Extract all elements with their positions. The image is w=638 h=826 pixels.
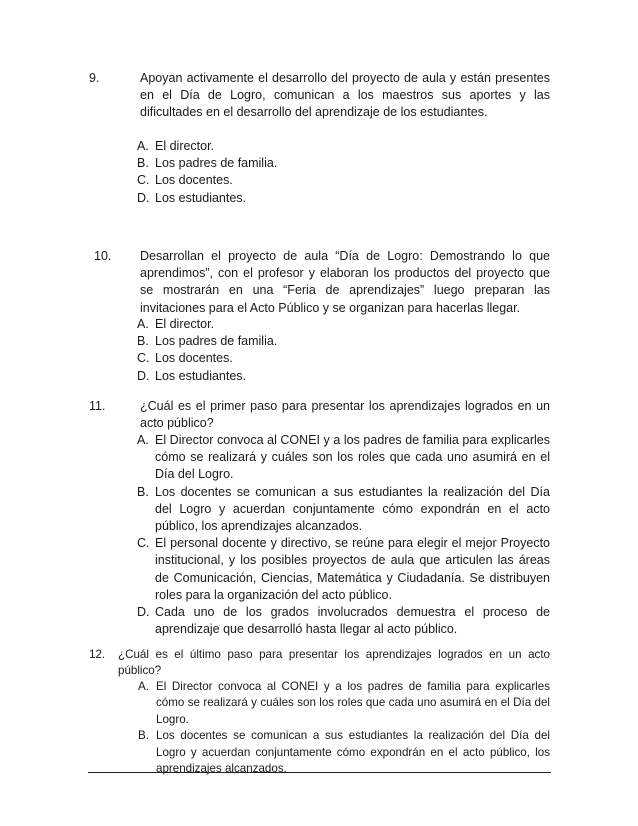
option-b bbox=[137, 484, 550, 536]
option-c bbox=[137, 172, 550, 189]
option-d bbox=[137, 190, 550, 207]
option-letter: A. bbox=[137, 317, 149, 331]
option-text: Los estudiantes. bbox=[155, 190, 247, 205]
question-stem: ¿Cuál es el último paso para presentar los aprendizajes logrados en un acto público? bbox=[118, 648, 550, 678]
option-a bbox=[137, 432, 550, 484]
option-letter: A. bbox=[137, 139, 149, 153]
option-letter: B. bbox=[137, 156, 149, 171]
option-letter: C. bbox=[137, 173, 150, 188]
option-d bbox=[137, 368, 550, 385]
option-text: Los estudiantes. bbox=[155, 368, 247, 383]
question-stem: Desarrollan el proyecto de aula “Día de Logro: Demostrando lo que aprendimos”, con el profesor y elaboran los productos del proyecto que se mostrarán en una “Feria de aprendizajes” luego preparan las invitaciones para el Acto Público y se organizan para hacerlas llegar. bbox=[140, 249, 550, 315]
option-text: El director. bbox=[155, 317, 215, 331]
option-b bbox=[137, 333, 550, 350]
option-letter: D. bbox=[137, 190, 150, 205]
options-list bbox=[137, 432, 550, 638]
question-number: 11. bbox=[89, 399, 106, 413]
option-a bbox=[138, 679, 550, 728]
options-list bbox=[137, 316, 550, 385]
bottom-divider bbox=[88, 772, 551, 773]
option-text: Los docentes se comunican a sus estudiantes la realización del Día del Logro y acuerdan conjuntamente cómo expondrán en el acto público, los aprendizajes alcanzados. bbox=[156, 729, 550, 776]
option-text: Cada uno de los grados involucrados demuestra el proceso de aprendizaje que desarrolló hasta llegar al acto público. bbox=[155, 605, 550, 637]
option-text: El Director convoca al CONEI y a los padres de familia para explicarles cómo se realizará y cuáles son los roles que cada uno asumirá en el Día del Logro. bbox=[156, 680, 550, 726]
option-letter: C. bbox=[137, 536, 150, 551]
option-text: Los padres de familia. bbox=[155, 334, 278, 349]
options-list bbox=[137, 138, 550, 207]
option-b bbox=[138, 728, 550, 777]
option-letter: D. bbox=[137, 368, 150, 383]
option-letter: B. bbox=[137, 334, 149, 349]
question-stem: ¿Cuál es el primer paso para presentar los aprendizajes logrados en un acto público? bbox=[140, 399, 550, 431]
option-text: Los padres de familia. bbox=[155, 156, 278, 171]
option-letter: B. bbox=[138, 729, 149, 743]
option-b bbox=[137, 155, 550, 172]
option-text: Los docentes se comunican a sus estudiantes la realización del Día del Logro y acuerdan conjuntamente cómo expondrán en el acto público, los aprendizajes alcanzados. bbox=[155, 484, 550, 534]
option-letter: A. bbox=[137, 433, 149, 447]
option-letter: C. bbox=[137, 351, 150, 366]
option-letter: D. bbox=[137, 605, 150, 620]
question-number: 12. bbox=[89, 648, 106, 661]
option-letter: A. bbox=[138, 680, 149, 693]
option-a bbox=[137, 316, 550, 333]
option-a bbox=[137, 138, 550, 155]
option-text: El director. bbox=[155, 139, 215, 153]
option-text: El Director convoca al CONEI y a los padres de familia para explicarles cómo se realizará y cuáles son los roles que cada uno asumirá en el Día del Logro. bbox=[155, 433, 550, 482]
question-number: 10. bbox=[94, 249, 112, 263]
option-text: El personal docente y directivo, se reúne para elegir el mejor Proyecto institucional, y los posibles proyectos de aula que articulen las áreas de Comunicación, Ciencias, Matemática y Ciudadanía. Se distribuyen roles para la organización del acto público. bbox=[155, 536, 550, 602]
options-list bbox=[138, 679, 550, 777]
option-letter: B. bbox=[137, 484, 149, 499]
option-c bbox=[137, 535, 550, 604]
question-number: 9. bbox=[89, 71, 100, 85]
option-text: Los docentes. bbox=[155, 173, 233, 188]
option-d bbox=[137, 604, 550, 638]
question-stem: Apoyan activamente el desarrollo del proyecto de aula y están presentes en el Día de Logro, comunican a los maestros sus aportes y las dificultades en el desarrollo del aprendizaje de los estudiantes. bbox=[140, 71, 550, 120]
option-text: Los docentes. bbox=[155, 351, 233, 366]
option-c bbox=[137, 350, 550, 367]
